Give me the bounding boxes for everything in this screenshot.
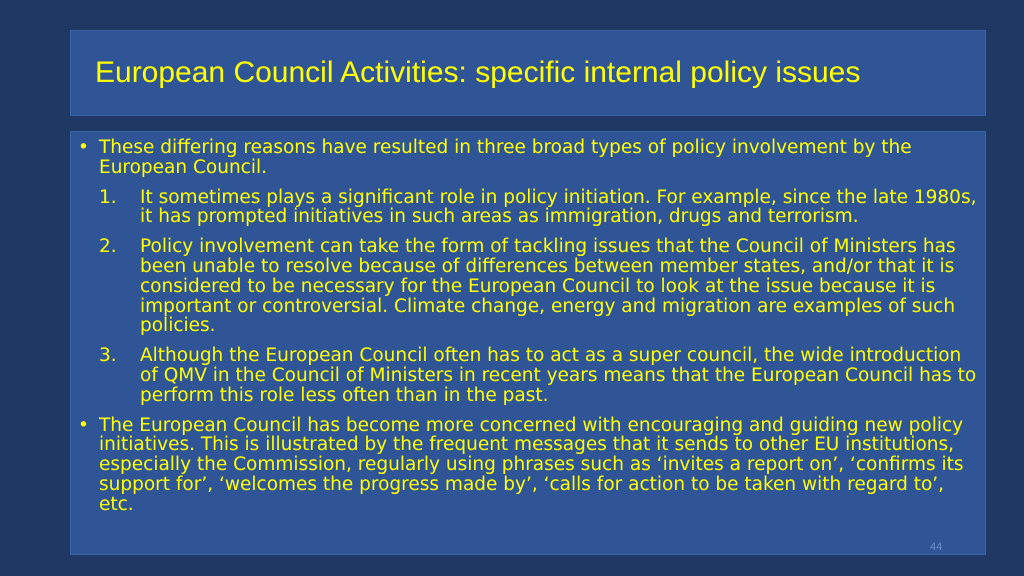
bullet-item-2: [71, 416, 979, 515]
bullet-marker: •: [78, 137, 89, 158]
bullet-text: These differing reasons have resulted in three broad types of policy involvement by the European Council.: [99, 137, 912, 178]
bullet-item-1: [71, 138, 979, 406]
item-number: 3.: [99, 345, 117, 367]
page-number: 44: [930, 541, 943, 553]
numbered-list: [99, 188, 979, 406]
numbered-item-2: [99, 237, 979, 336]
item-text: Policy involvement can take the form of tackling issues that the Council of Ministers has been unable to resolve because of differences between member states, and/or that it is considered to be necessary for the European Council to look at the issue because it is important or controversial. Climate change, energy and migration are examples of such policies.: [140, 236, 956, 337]
slide-title: European Council Activities: specific internal policy issues: [95, 56, 861, 89]
bullet-text: The European Council has become more concerned with encouraging and guiding new policy initiatives. This is illustrated by the frequent messages that it sends to other EU institutions, especially the Commission, regularly using phrases such as ‘invites a report on’, ‘confirms its support for’, ‘welcomes the progress made by’, ‘calls for action to be taken with regard to’, etc.: [99, 414, 964, 515]
title-panel: [70, 30, 986, 116]
item-number: 1.: [99, 186, 117, 208]
item-text: Although the European Council often has to act as a super council, the wide introduction of QMV in the Council of Ministers in recent years means that the European Council has to perform this role less often than in the past.: [140, 345, 977, 406]
content-panel: [70, 131, 986, 555]
bullet-marker: •: [78, 414, 89, 436]
numbered-item-3: [99, 346, 979, 405]
item-text: It sometimes plays a significant role in policy initiation. For example, since the late 1980s, it has prompted initiatives in such areas as immigration, drugs and terrorism.: [140, 186, 977, 228]
bullet-list: [71, 138, 979, 515]
item-number: 2.: [99, 236, 117, 258]
numbered-item-1: [99, 188, 979, 228]
